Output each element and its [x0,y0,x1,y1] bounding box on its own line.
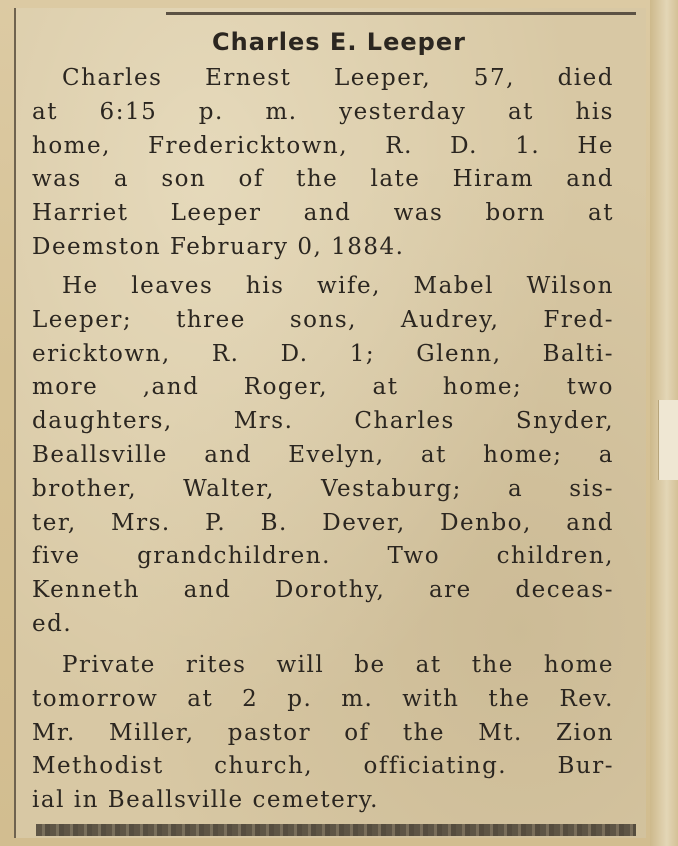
paragraph-3 [32,649,614,818]
text-line: Deemston February 0, 1884. [32,233,405,260]
text-line: ial in Beallsville cemetery. [32,787,379,814]
text-line: brother, Walter, Vestaburg; a sis- [32,475,614,502]
text-line: more ,and Roger, at home; two [32,374,614,401]
text-line: Charles Ernest Leeper, 57, died [62,65,614,91]
text-line: Methodist church, officiating. Bur- [32,753,614,780]
text-line: five grandchildren. Two children, [32,543,614,570]
text-line: at 6:15 p. m. yesterday at his [32,98,614,125]
paragraph-1 [32,62,614,265]
top-rule [166,12,636,15]
text-line: Leeper; three sons, Audrey, Fred- [32,306,614,333]
text-line: home, Fredericktown, R. D. 1. He [32,132,614,159]
paragraph-2 [32,270,614,642]
text-line: Kenneth and Dorothy, are deceas- [32,577,614,604]
text-line: Mr. Miller, pastor of the Mt. Zion [32,719,614,746]
paper-tab [658,400,678,480]
text-line: ericktown, R. D. 1; Glenn, Balti- [32,340,614,367]
text-line: ter, Mrs. P. B. Dever, Denbo, and [32,509,614,536]
text-line: He leaves his wife, Mabel Wilson [62,273,614,299]
text-line: tomorrow at 2 p. m. with the Rev. [32,685,614,712]
text-line: daughters, Mrs. Charles Snyder, [32,408,614,435]
obituary-headline: Charles E. Leeper [212,28,466,56]
bottom-rule [36,824,636,836]
text-line: ed. [32,610,73,637]
text-line: Private rites will be at the home [62,652,614,678]
text-line: was a son of the late Hiram and [32,166,614,193]
text-line: Beallsville and Evelyn, at home; a [32,441,614,468]
text-line: Harriet Leeper and was born at [32,200,614,227]
